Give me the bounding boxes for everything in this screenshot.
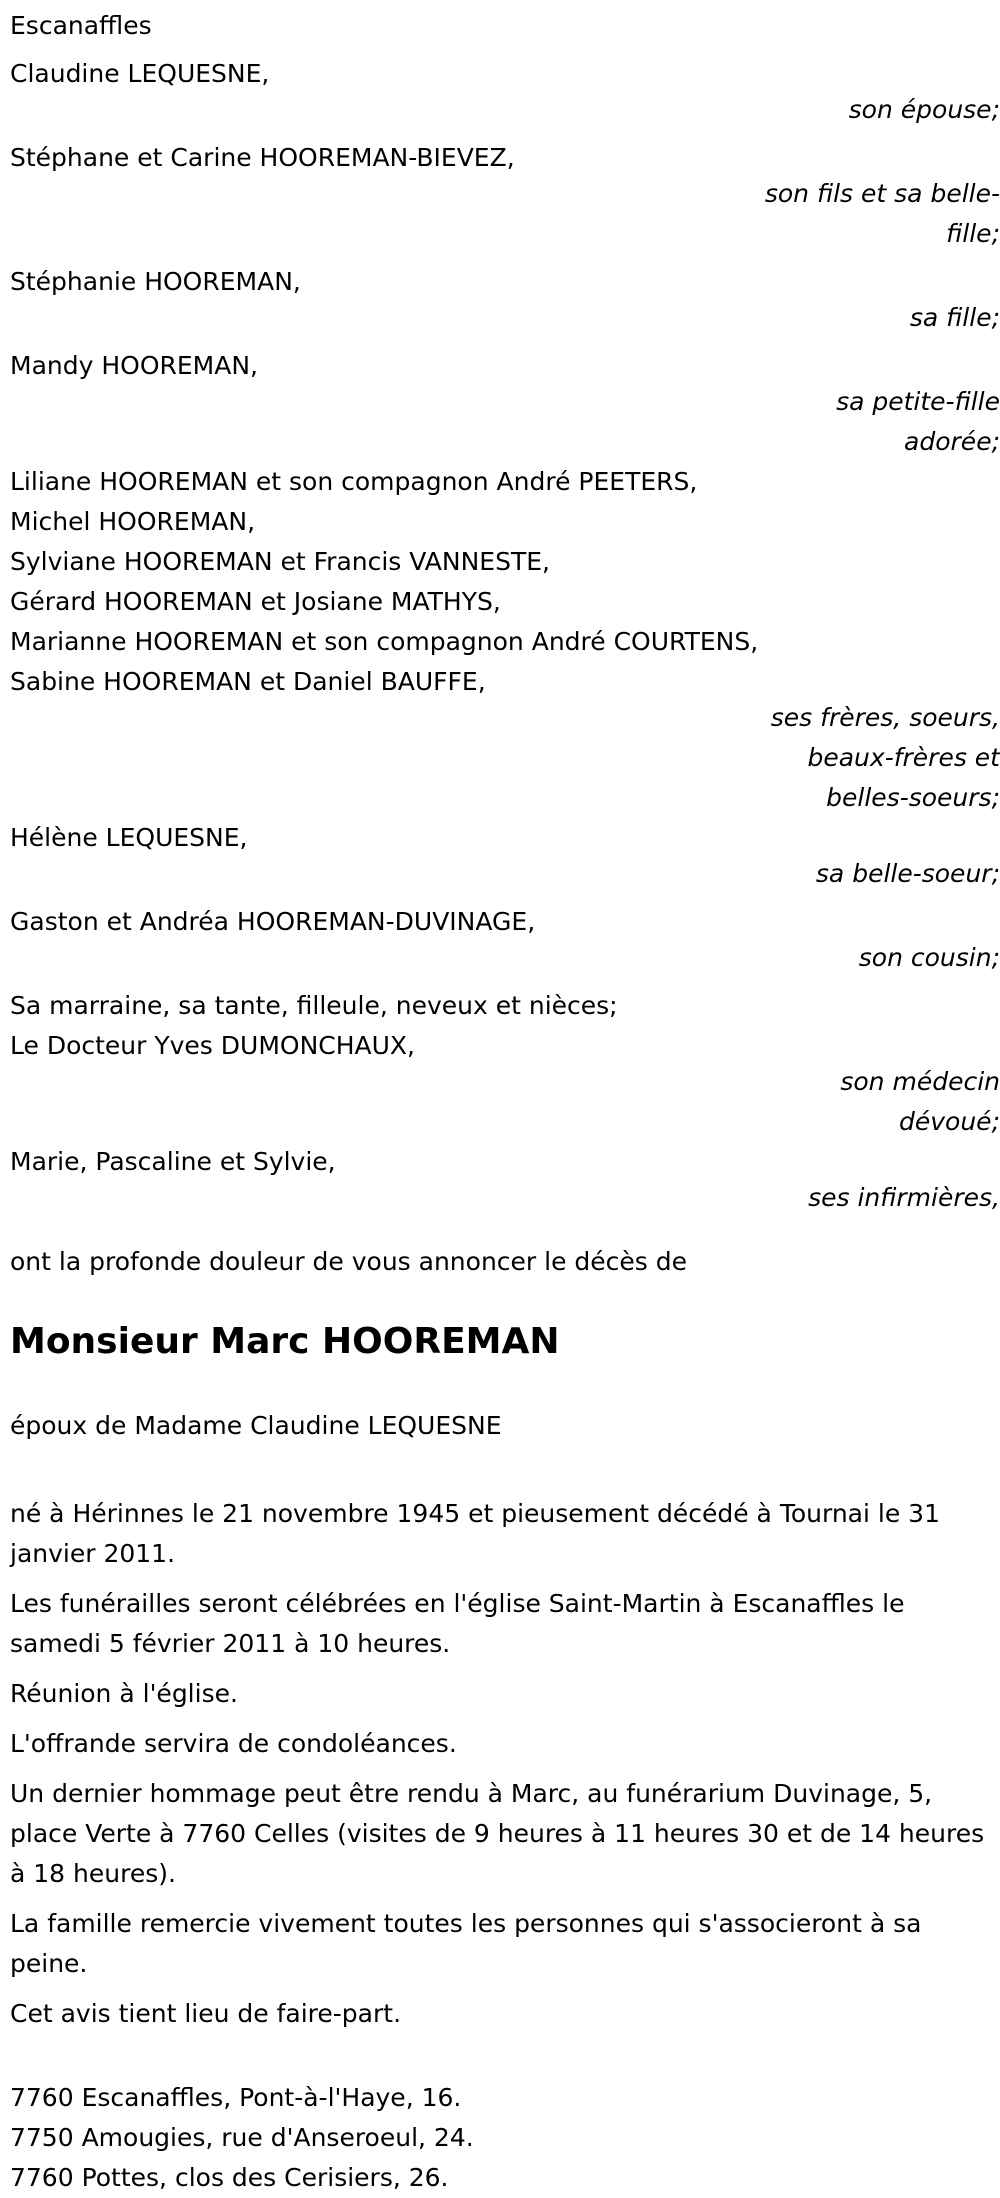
address-line: 7760 Escanaffles, Pont-à-l'Haye, 16. (10, 2083, 462, 2112)
spouse-name: Claudine LEQUESNE, (10, 59, 270, 88)
cousin-relation: son cousin; (858, 943, 1000, 972)
notice-paragraph: Cet avis tient lieu de faire-part. (10, 1999, 402, 2028)
thanks-paragraph: La famille remercie vivement toutes les personnes qui s'associeront à sa peine. (10, 1909, 922, 1978)
address-block (10, 2078, 998, 2198)
siblings-relation: ses frères, soeurs, beaux-frères et belles-soeurs; (770, 703, 1000, 812)
sibling-line: Sabine HOOREMAN et Daniel BAUFFE, (10, 667, 486, 696)
announcement: ont la profonde douleur de vous annoncer le décès de (10, 1247, 688, 1276)
sister-in-law-relation: sa belle-soeur; (815, 859, 1000, 888)
offering-paragraph: L'offrande servira de condoléances. (10, 1729, 457, 1758)
spouse-relation: son épouse; (848, 95, 1000, 124)
granddaughter-relation: sa petite-fille adorée; (836, 387, 1000, 456)
sibling-line: Michel HOOREMAN, (10, 507, 256, 536)
sister-in-law-name: Hélène LEQUESNE, (10, 823, 248, 852)
nurses-relation: ses infirmières, (808, 1183, 1000, 1212)
sibling-line: Sylviane HOOREMAN et Francis VANNESTE, (10, 547, 550, 576)
tribute-paragraph: Un dernier hommage peut être rendu à Marc, au funérarium Duvinage, 5, place Verte à 7760 Celles (visites de 9 heures à 11 heures 30 et de 14 heures à 18 heures). (10, 1779, 985, 1888)
doctor-relation: son médecin dévoué; (840, 1067, 1000, 1136)
nurses-name: Marie, Pascaline et Sylvie, (10, 1147, 336, 1176)
sibling-line: Marianne HOOREMAN et son compagnon André COURTENS, (10, 627, 759, 656)
son-name: Stéphane et Carine HOOREMAN-BIEVEZ, (10, 143, 515, 172)
sibling-line: Liliane HOOREMAN et son compagnon André PEETERS, (10, 467, 698, 496)
extended-family: Sa marraine, sa tante, filleule, neveux et nièces; (10, 991, 618, 1020)
sibling-line: Gérard HOOREMAN et Josiane MATHYS, (10, 587, 501, 616)
address-line: 7750 Amougies, rue d'Anseroeul, 24. (10, 2123, 474, 2152)
reunion-paragraph: Réunion à l'église. (10, 1679, 238, 1708)
birth-death-paragraph: né à Hérinnes le 21 novembre 1945 et pieusement décédé à Tournai le 31 janvier 2011. (10, 1499, 940, 1568)
daughter-name: Stéphanie HOOREMAN, (10, 267, 301, 296)
doctor-name: Le Docteur Yves DUMONCHAUX, (10, 1031, 416, 1060)
daughter-relation: sa fille; (909, 303, 1000, 332)
granddaughter-name: Mandy HOOREMAN, (10, 351, 258, 380)
address-line: 7760 Pottes, clos des Cerisiers, 26. (10, 2163, 449, 2192)
deceased-spouse-line: époux de Madame Claudine LEQUESNE (10, 1411, 502, 1440)
son-relation: son fils et sa belle-fille; (764, 179, 1000, 248)
cousin-name: Gaston et Andréa HOOREMAN-DUVINAGE, (10, 907, 536, 936)
deceased-name: Monsieur Marc HOOREMAN (10, 1321, 560, 1362)
funeral-paragraph: Les funérailles seront célébrées en l'église Saint-Martin à Escanaffles le samedi 5 février 2011 à 10 heures. (10, 1589, 905, 1658)
town-heading: Escanaffles (10, 11, 152, 40)
